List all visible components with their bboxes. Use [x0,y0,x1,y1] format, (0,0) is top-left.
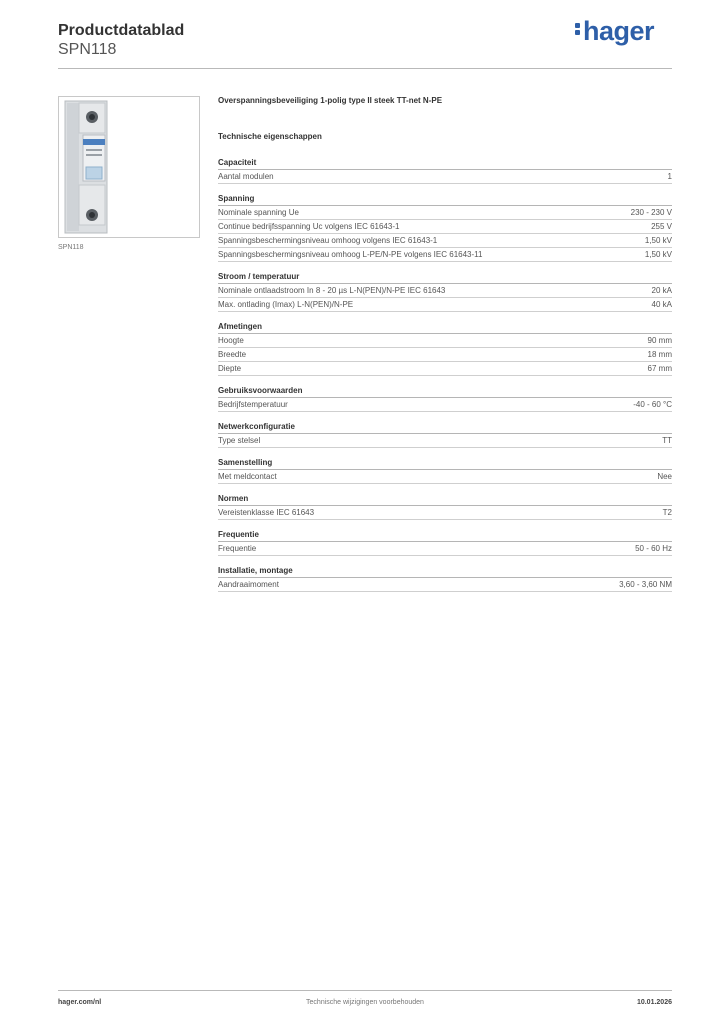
spec-label: Nominale ontlaadstroom In 8 - 20 µs L-N(PEN)/N-PE IEC 61643 [218,286,446,295]
footer-date: 10.01.2026 [636,999,672,1006]
spec-row [218,206,672,220]
spec-label: Continue bedrijfsspanning Uc volgens IEC 61643-1 [218,222,400,231]
spec-value: 255 V [651,222,672,231]
spec-value: 20 kA [651,286,672,295]
spec-value: T2 [662,508,672,517]
spec-value: -40 - 60 °C [633,400,672,409]
spec-label: Nominale spanning Ue [218,208,299,217]
spec-row [218,578,672,592]
spec-value: TT [662,436,672,445]
spec-label: Bedrijfstemperatuur [218,400,288,409]
spec-row [218,362,672,376]
spec-content [218,96,672,592]
spec-section [218,322,672,376]
spec-value: 3,60 - 3,60 NM [619,580,672,589]
spec-label: Frequentie [218,544,257,553]
spec-section [218,386,672,412]
section-title: Frequentie [218,530,672,542]
spec-label: Breedte [218,350,247,359]
footer-disclaimer: Technische wijzigingen voorbehouden [306,999,424,1006]
spec-label: Vereistenklasse IEC 61643 [218,508,315,517]
spec-row [218,470,672,484]
section-title: Netwerkconfiguratie [218,422,672,434]
spec-value: 1,50 kV [644,250,672,259]
section-title: Installatie, montage [218,566,672,578]
section-title: Gebruiksvoorwaarden [218,386,672,398]
image-caption: SPN118 [58,244,84,251]
spec-value: 1,50 kV [644,236,672,245]
tech-heading: Technische eigenschappen [218,132,322,141]
spec-value: 1 [667,172,672,181]
spec-section [218,530,672,556]
spec-sections [218,158,672,592]
spec-value: 90 mm [647,336,672,345]
logo-dots-icon [575,21,581,37]
spec-section [218,458,672,484]
spec-section [218,194,672,262]
product-code: SPN118 [58,41,117,58]
spec-label: Aandraaimoment [218,580,279,589]
spec-row [218,348,672,362]
spec-row [218,284,672,298]
spec-label: Aantal modulen [218,172,274,181]
spec-value: 40 kA [651,300,672,309]
spec-label: Spanningsbeschermingsniveau omhoog L-PE/N-PE volgens IEC 61643-11 [218,250,483,259]
spec-label: Hoogte [218,336,244,345]
header-divider [58,68,672,69]
footer-divider [58,990,672,991]
spec-row [218,248,672,262]
section-title: Spanning [218,194,672,206]
spec-row [218,398,672,412]
section-title: Samenstelling [218,458,672,470]
spec-row [218,298,672,312]
spec-row [218,506,672,520]
spec-label: Max. ontlading (Imax) L-N(PEN)/N-PE [218,300,354,309]
section-title: Capaciteit [218,158,672,170]
spec-value: 67 mm [647,364,672,373]
spec-row [218,542,672,556]
spec-section [218,272,672,312]
document-header [58,22,184,60]
spec-row [218,220,672,234]
section-title: Normen [218,494,672,506]
spec-value: Nee [657,472,672,481]
spec-section [218,494,672,520]
spec-value: 18 mm [647,350,672,359]
footer-website: hager.com/nl [58,999,102,1006]
product-image-frame [58,96,200,238]
spec-label: Spanningsbeschermingsniveau omhoog volgens IEC 61643-1 [218,236,438,245]
section-title: Afmetingen [218,322,672,334]
section-title: Stroom / temperatuur [218,272,672,284]
spec-section [218,566,672,592]
spec-section [218,422,672,448]
hager-logo [575,16,654,47]
surge-protector-product-image [59,97,199,237]
spec-value: 50 - 60 Hz [635,544,672,553]
spec-row [218,170,672,184]
spec-section [218,158,672,184]
spec-label: Met meldcontact [218,472,277,481]
product-description: Overspanningsbeveiliging 1-polig type II steek TT-net N-PE [218,96,443,105]
spec-label: Diepte [218,364,242,373]
spec-row [218,234,672,248]
logo-text: hager [582,16,654,46]
spec-value: 230 - 230 V [630,208,672,217]
spec-row [218,334,672,348]
spec-row [218,434,672,448]
document-title: Productdatablad [58,22,185,39]
spec-label: Type stelsel [218,436,261,445]
